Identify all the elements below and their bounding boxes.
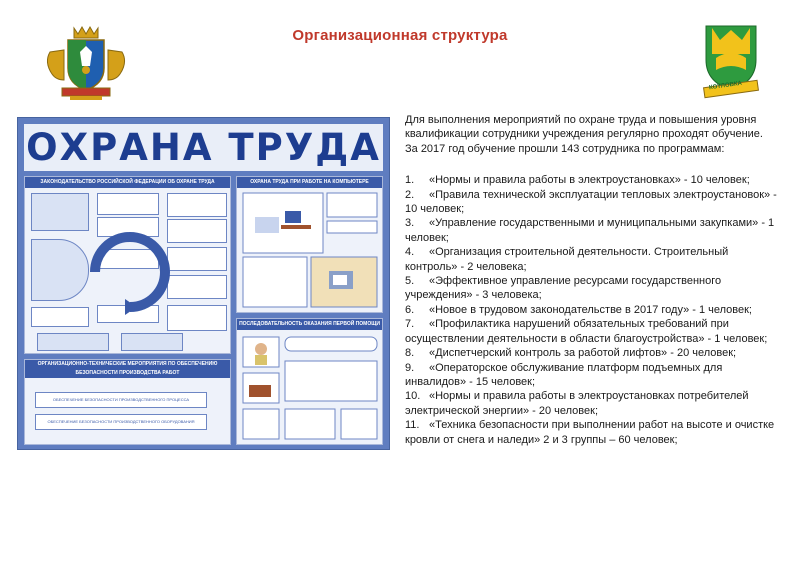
list-item: 9. «Операторское обслуживание платформ подъемных для инвалидов» - 15 человек; (405, 361, 723, 388)
training-description (405, 113, 777, 447)
poster-title-banner (24, 124, 383, 171)
list-item: 2. «Правила технической эксплуатации тепловых электроустановок» - 10 человек; (405, 188, 777, 216)
list-item: 7. «Профилактика нарушений обязательных требований при осуществлении деятельности в области благоустройства» - 1 человек; (405, 318, 768, 345)
program-list (405, 173, 777, 447)
list-item: 6. «Новое в трудовом законодательстве в 2017 году» - 1 человек; (405, 303, 752, 316)
poster-title: ОХРАНА ТРУДА (26, 126, 381, 169)
list-item: 4. «Организация строительной деятельности. Строительный контроль» - 2 человека; (405, 246, 729, 273)
list-item: 10. «Нормы и правила работы в электроустановках потребителей электрической энергии» - 20 человек; (405, 390, 749, 417)
intro-paragraph: Для выполнения мероприятий по охране труда и повышения уровня квалификации сотрудники учреждения регулярно проходят обучение. За 2017 год обучение прошли 143 сотрудника по программам: (405, 114, 763, 155)
list-item: 5. «Эффективное управление ресурсами государственного учреждения» - 3 человека; (405, 275, 722, 302)
computer-safety-panel (236, 176, 383, 313)
legislation-panel-title: ЗАКОНОДАТЕЛЬСТВО РОССИЙСКОЙ ФЕДЕРАЦИИ ОБ ОХРАНЕ ТРУДА (25, 177, 230, 188)
tech-measures-panel-title: ОРГАНИЗАЦИОННО-ТЕХНИЧЕСКИЕ МЕРОПРИЯТИЯ ПО ОБЕСПЕЧЕНИЮ БЕЗОПАСНОСТИ ПРОИЗВОДСТВА РАБОТ (25, 360, 230, 378)
district-coat-of-arms-icon (40, 22, 132, 102)
emblem-banner-text: КОТЛОВКА (708, 80, 743, 92)
computer-panel-title: ОХРАНА ТРУДА ПРИ РАБОТЕ НА КОМПЬЮТЕРЕ (237, 177, 382, 188)
tech-item: ОБЕСПЕЧЕНИЕ БЕЗОПАСНОСТИ ПРОИЗВОДСТВЕННОГО ОБОРУДОВАНИЯ (35, 414, 207, 430)
first-aid-panel-title: ПОСЛЕДОВАТЕЛЬНОСТЬ ОКАЗАНИЯ ПЕРВОЙ ПОМОЩИ (237, 319, 382, 330)
labor-safety-poster (17, 117, 390, 450)
page-title: Организационная структура (292, 27, 508, 44)
list-item: 3. «Управление государственными и муниципальными закупками» - 1 человек; (405, 217, 775, 244)
first-aid-panel (236, 318, 383, 445)
tech-item: ОБЕСПЕЧЕНИЕ БЕЗОПАСНОСТИ ПРОИЗВОДСТВЕННОГО ПРОЦЕССА (35, 392, 207, 408)
legislation-panel (24, 176, 231, 354)
tech-measures-panel (24, 359, 231, 445)
kotlovka-coat-of-arms-icon (700, 22, 762, 100)
list-item: 1. «Нормы и правила работы в электроустановках» - 10 человек; (405, 174, 750, 187)
list-item: 8. «Диспетчерский контроль за работой лифтов» - 20 человек; (405, 347, 737, 360)
list-item: 11. «Техника безопасности при выполнении работ на высоте и очистке кровли от снега и наледи» 2 и 3 группы – 60 человек; (405, 419, 775, 446)
